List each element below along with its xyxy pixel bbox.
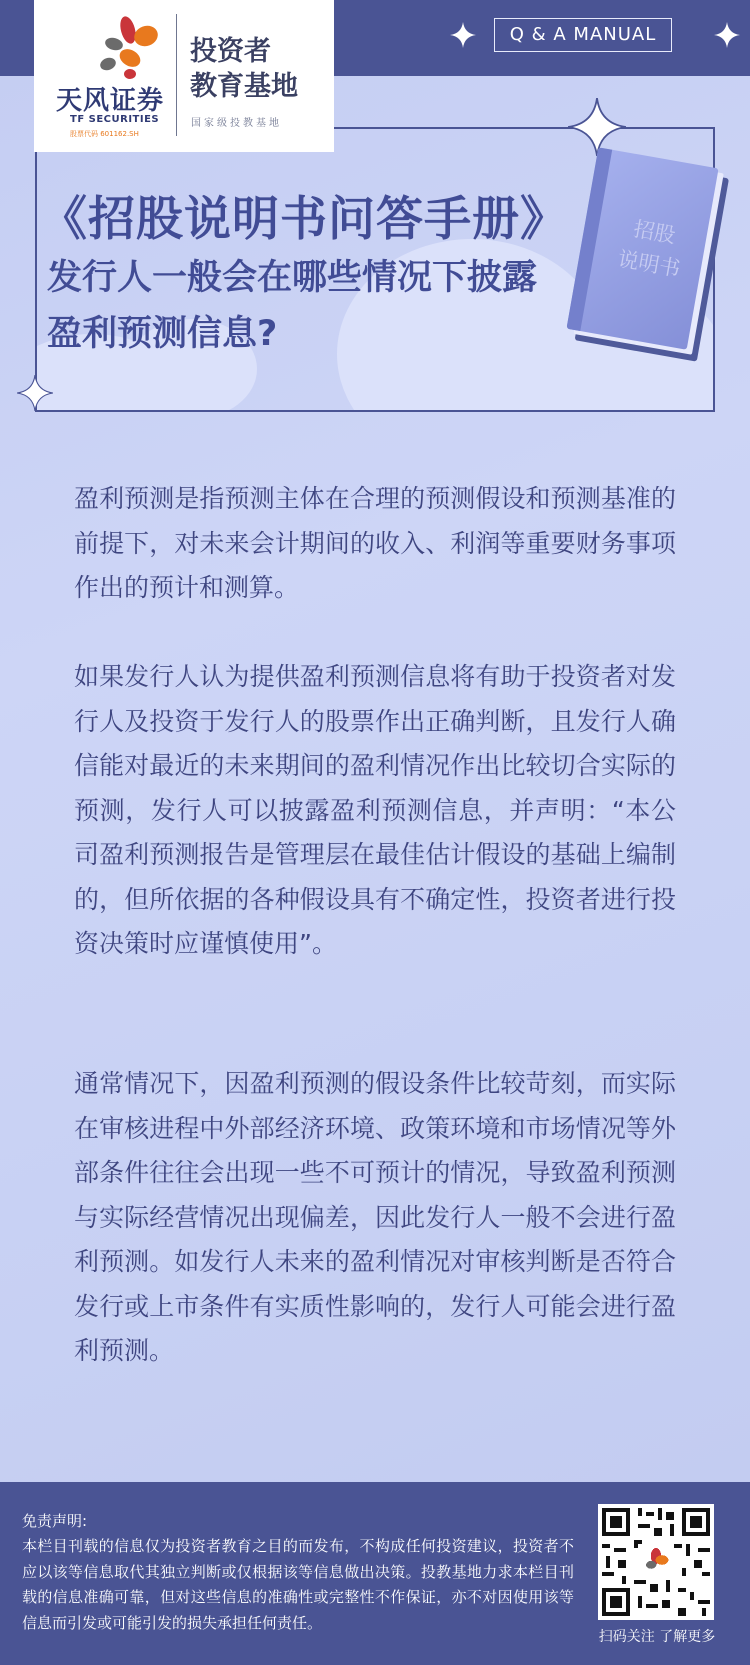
base-title-line: 投资者	[190, 36, 271, 67]
body-paragraph: 通常情况下，因盈利预测的假设条件比较苛刻，而实际在审核进程中外部经济环境、政策环境和市场情况等外部条件往往会出现一些不可预计的情况，导致盈利预测与实际经营情况出现偏差，因此发行人一般不会进行盈利预测。如发行人未来的盈利情况对审核判断是否符合发行或上市条件有实质性影响的，发行人可能会进行盈利预测。	[74, 1069, 676, 1365]
qa-manual-badge: Q & A MANUAL	[494, 18, 672, 52]
stock-code: 股票代码 601162.SH	[70, 130, 139, 138]
base-title-line: 教育基地	[190, 71, 298, 102]
logo-divider	[176, 14, 177, 136]
book-label	[607, 210, 697, 287]
logo-panel	[34, 0, 334, 152]
sparkle-icon	[714, 22, 740, 48]
investor-base-title	[190, 34, 298, 104]
body-paragraph: 如果发行人认为提供盈利预测信息将有助于投资者对发行人及投资于发行人的股票作出正确判断，且发行人确信能对最近的未来期间的盈利情况作出比较切合实际的预测，发行人可以披露盈利预测信息，并声明：“本公司盈利预测报告是管理层在最佳估计假设的基础上编制的，但所依据的各种假设具有不确定性，投资者进行投资决策时应谨慎使用”。	[74, 662, 676, 958]
tf-flower-logo-icon	[84, 14, 184, 84]
base-subtitle: 国家级投教基地	[191, 118, 282, 129]
disclaimer-title: 免责声明:	[22, 1512, 88, 1530]
brand-name-en: TF SECURITIES	[70, 114, 160, 125]
brand-name-cn: 天风证券	[56, 86, 165, 116]
question-line: 盈利预测信息?	[47, 314, 278, 354]
question-heading	[47, 250, 587, 362]
book-label-line: 说明书	[615, 246, 683, 282]
manual-title: 《招股说明书问答手册》	[40, 192, 568, 247]
body-paragraph: 盈利预测是指预测主体在合理的预测假设和预测基准的前提下，对未来会计期间的收入、利润等重要财务事项作出的预计和测算。	[74, 484, 676, 602]
qr-code-icon[interactable]	[598, 1504, 714, 1620]
question-line: 发行人一般会在哪些情况下披露	[47, 258, 538, 298]
sparkle-icon	[568, 98, 626, 156]
sparkle-icon	[17, 375, 53, 411]
book-label-line: 招股	[631, 216, 678, 248]
sparkle-icon	[450, 22, 476, 48]
qr-caption: 扫码关注 了解更多	[598, 1629, 716, 1645]
disclaimer-body: 本栏目刊载的信息仅为投资者教育之目的而发布，不构成任何投资建议，投资者不应以该等信息取代其独立判断或仅根据该等信息做出决策。投教基地力求本栏目刊载的信息准确可靠，但对这些信息的准确性或完整性不作保证，亦不对因使用该等信息而引发或可能引发的损失承担任何责任。	[22, 1537, 574, 1632]
